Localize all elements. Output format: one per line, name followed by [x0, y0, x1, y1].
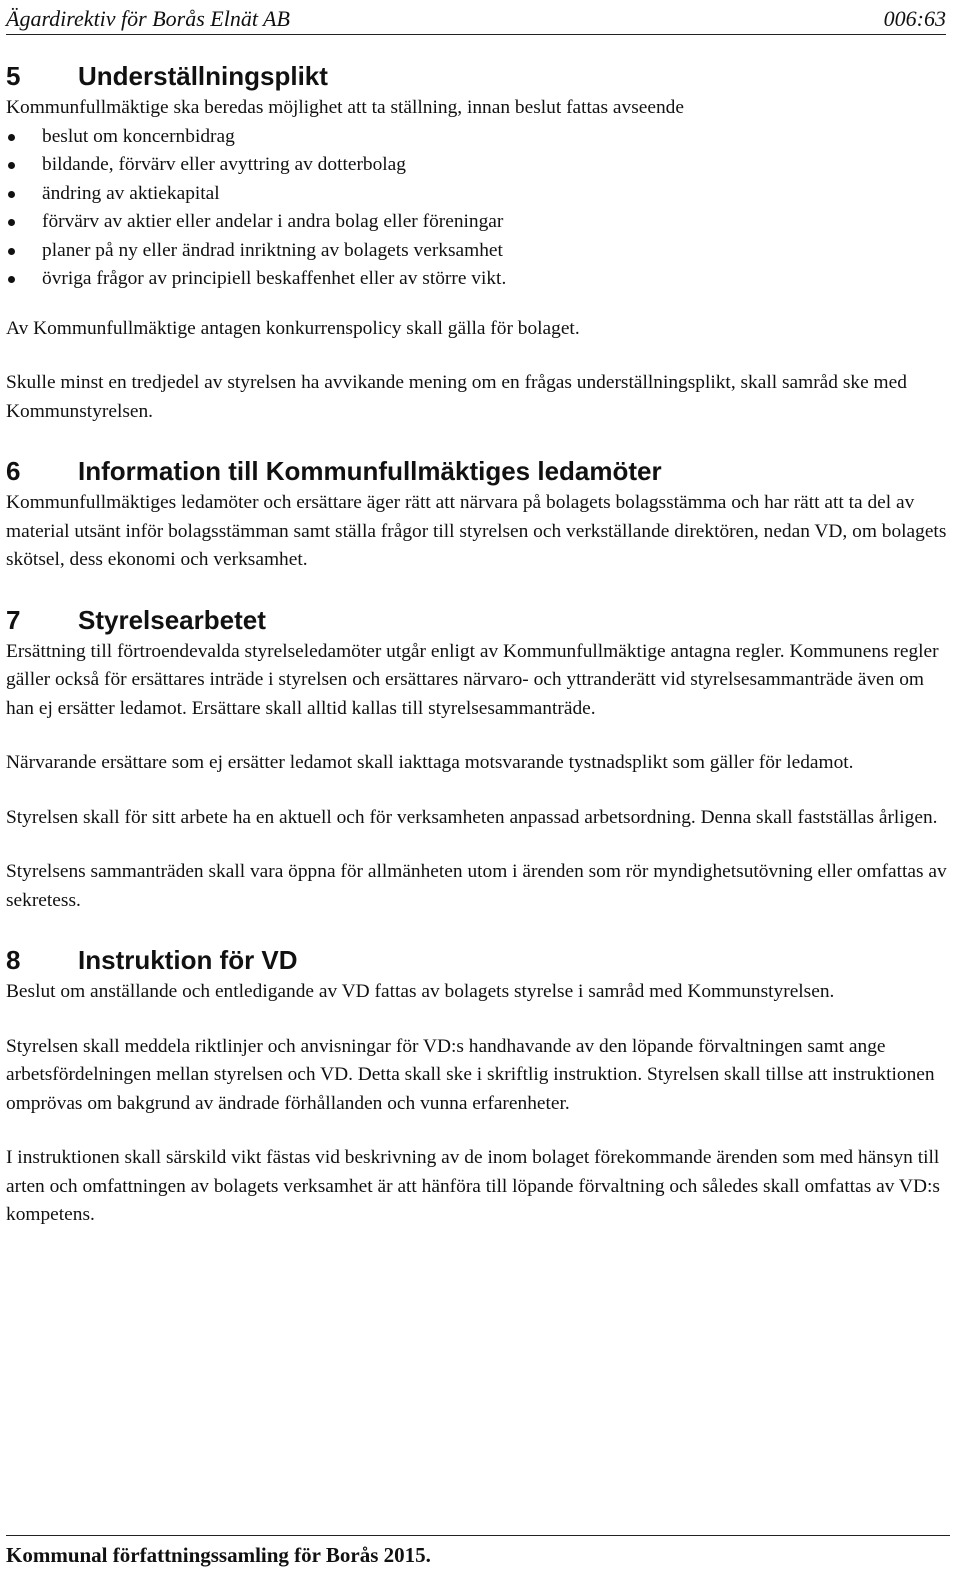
section-number: 5: [6, 61, 21, 91]
section-title: Instruktion för VD: [78, 945, 298, 975]
section-number: 6: [6, 456, 21, 486]
section-5: [6, 58, 948, 426]
section-6: [6, 453, 948, 575]
paragraph: Kommunfullmäktiges ledamöter och ersättare äger rätt att närvara på bolagets bolagsstämma och har rätt att ta del av material utsänt inför bolagsstämman samt ställa frågor till styrelsen och verkställande direktören, nedan VD, om bolagets skötsel, dess ekonomi och verksamhet.: [6, 492, 947, 570]
bullet-list: [6, 123, 948, 294]
paragraph: Av Kommunfullmäktige antagen konkurrenspolicy skall gälla för bolaget.: [6, 317, 580, 339]
section-8: [6, 942, 948, 1230]
section-title: Information till Kommunfullmäktiges ledamöter: [78, 456, 662, 486]
bullet-icon: [8, 134, 15, 141]
paragraph: Ersättning till förtroendevalda styrelseledamöter utgår enligt av Kommunfullmäktige antagna regler. Kommunens regler gäller också för ersättares inträde i styrelsen och ersättares närvaro- och yttranderätt vid styrelsesammanträde även om han ej ersätter ledamot. Ersättare skall alltid kallas till styrelsesammanträde.: [6, 640, 939, 719]
section-title: Underställningsplikt: [78, 61, 328, 91]
paragraph: Skulle minst en tredjedel av styrelsen ha avvikande mening om en frågas underställningsplikt, skall samråd ske med Kommunstyrelsen.: [6, 372, 907, 422]
bullet-icon: [8, 162, 15, 169]
list-item: beslut om koncernbidrag: [6, 123, 948, 152]
section-7-heading: [6, 602, 948, 638]
list-item: planer på ny eller ändrad inriktning av bolagets verksamhet: [6, 237, 948, 266]
section-8-heading: [6, 942, 948, 978]
bullet-icon: [8, 191, 15, 198]
paragraph: Styrelsen skall meddela riktlinjer och anvisningar för VD:s handhavande av den löpande förvaltningen samt ange arbetsfördelningen mellan styrelsen och VD. Detta skall ske i skriftlig instruktion. Styrelsen skall tillse att instruktionen omprövas om bakgrund av ändrade förhållanden och vunna erfarenheter.: [6, 1035, 935, 1114]
list-item: förvärv av aktier eller andelar i andra bolag eller föreningar: [6, 208, 948, 237]
paragraph: Styrelsens sammanträden skall vara öppna för allmänheten utom i ärenden som rör myndighetsutövning eller omfattas av sekretess.: [6, 861, 947, 911]
list-item: övriga frågor av principiell beskaffenhet eller av större vikt.: [6, 265, 948, 294]
bullet-icon: [8, 248, 15, 255]
section-6-heading: [6, 453, 948, 489]
bullet-icon: [8, 276, 15, 283]
list-item: ändring av aktiekapital: [6, 180, 948, 209]
paragraph: Närvarande ersättare som ej ersätter ledamot skall iakttaga motsvarande tystnadsplikt som gäller för ledamot.: [6, 752, 854, 773]
section-7: [6, 602, 948, 916]
paragraph: Beslut om anställande och entledigande av VD fattas av bolagets styrelse i samråd med Kommunstyrelsen.: [6, 981, 835, 1002]
section-number: 8: [6, 945, 21, 975]
bullet-icon: [8, 219, 15, 226]
section-number: 7: [6, 604, 21, 635]
list-item: bildande, förvärv eller avyttring av dotterbolag: [6, 151, 948, 180]
section-title: Styrelsearbetet: [78, 604, 266, 635]
document-body: [6, 58, 948, 1230]
header-document-number: 006:63: [883, 6, 946, 31]
section-5-heading: [6, 58, 948, 94]
header-document-title: Ägardirektiv för Borås Elnät AB: [6, 6, 290, 31]
page-footer: Kommunal författningssamling för Borås 2015.: [6, 1535, 950, 1570]
page-header: [6, 4, 946, 35]
section-5-intro: Kommunfullmäktige ska beredas möjlighet att ta ställning, innan beslut fattas avseende: [6, 97, 684, 118]
paragraph: I instruktionen skall särskild vikt fästas vid beskrivning av de inom bolaget förekommande ärenden som med hänsyn till arten och omfattningen av bolagets verksamhet är att hänföra till löpande förvaltning och således skall omfattas av VD:s kompetens.: [6, 1147, 940, 1225]
paragraph: Styrelsen skall för sitt arbete ha en aktuell och för verksamheten anpassad arbetsordning. Denna skall fastställas årligen.: [6, 806, 938, 828]
